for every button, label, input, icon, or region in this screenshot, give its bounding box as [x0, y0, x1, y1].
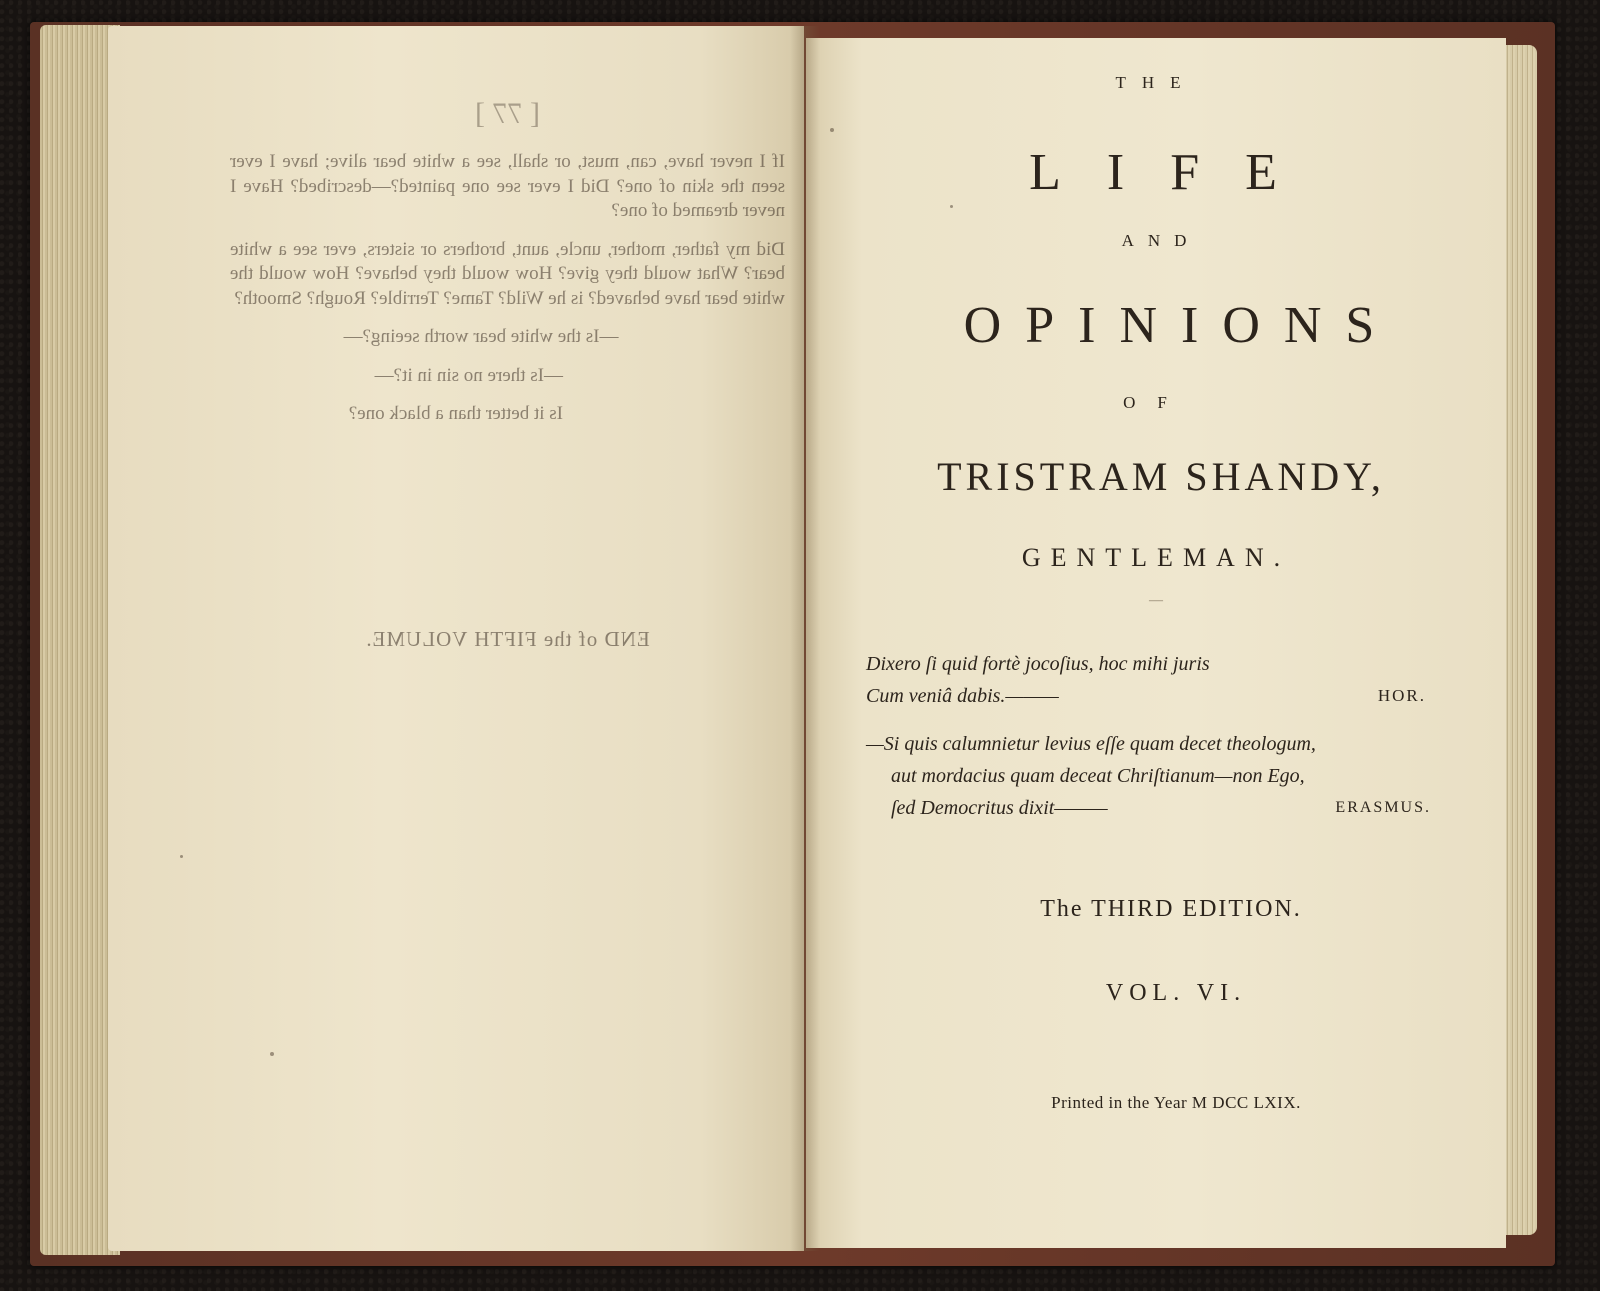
title-and: AND	[1121, 231, 1201, 250]
foxing-speck	[830, 128, 834, 132]
paragraph: —Is the white bear worth seeing?—	[343, 326, 619, 347]
imprint-line: Printed in the Year M DCC LXIX.	[1051, 1093, 1301, 1112]
end-of-volume: END of the FIFTH VOLUME.	[365, 626, 650, 651]
motto-horace	[866, 648, 1426, 712]
title-rule: —	[1149, 593, 1163, 608]
motto-erasmus	[866, 728, 1441, 824]
paragraph: Did my father, mother, uncle, aunt, brothers or sisters, ever see a white bear? What would they give? How would they behave? How would the white bear have behaved? is he Wild? Tame? Terrible? Rough? Smooth?	[230, 238, 785, 309]
motto-attribution: HOR.	[1377, 686, 1426, 705]
title-life: LIFE	[1029, 144, 1323, 201]
left-page-text	[230, 97, 785, 651]
motto-line: aut mordacius quam deceat Chriſtianum—non Ego,	[891, 765, 1305, 787]
title-name: TRISTRAM SHANDY,	[937, 454, 1385, 499]
motto-line: —Si quis calumnietur levius eſſe quam decet theologum,	[866, 733, 1316, 755]
paragraph: Is it better than a black one?	[348, 403, 563, 424]
paragraph: If I never have, can, must, or shall, see a white bear alive; have I ever seen the skin of one? Did I ever see one painted?—described? Have I never dreamed of one?	[230, 151, 785, 221]
title-opinions: OPINIONS	[963, 297, 1399, 354]
title-gentleman: GENTLEMAN.	[1021, 543, 1291, 572]
motto-line: Dixero ſi quid fortè jocoſius, hoc mihi juris	[866, 653, 1210, 675]
title-the: THE	[1115, 73, 1197, 92]
foxing-speck	[950, 205, 953, 208]
edition-line: The THIRD EDITION.	[1040, 896, 1302, 922]
foxing-speck	[270, 1052, 274, 1056]
paragraph: —Is there no sin in it?—	[374, 364, 563, 386]
foxing-speck	[180, 855, 183, 858]
motto-attribution: ERASMUS.	[1335, 799, 1431, 816]
motto-line: ſed Democritus dixit———	[891, 797, 1108, 819]
page-number: [ 77 ]	[475, 97, 540, 130]
motto-line: Cum veniâ dabis.———	[866, 685, 1059, 707]
title-page	[806, 38, 1506, 1248]
title-of: OF	[1123, 393, 1189, 412]
volume-line: VOL. VI.	[1105, 980, 1247, 1006]
